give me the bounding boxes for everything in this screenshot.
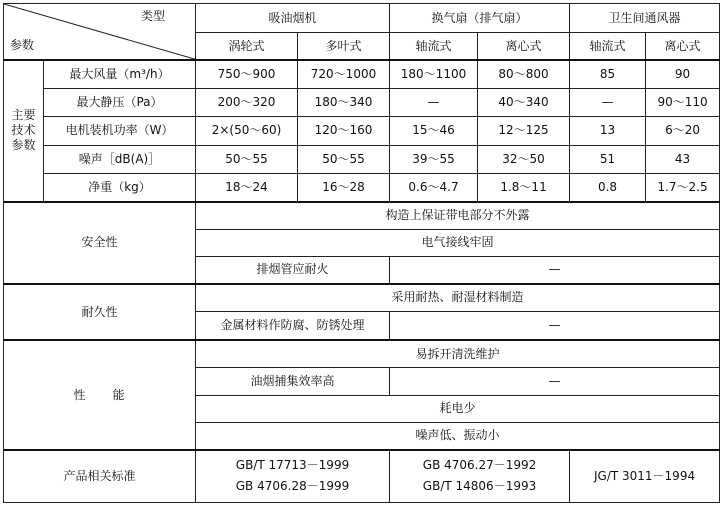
- safety-requirement: 构造上保证带电部分不外露: [196, 202, 720, 229]
- standards-label: 产品相关标准: [4, 450, 196, 503]
- spec-table-container: [3, 3, 719, 503]
- safety-requirement-hood: 排烟管应耐火: [196, 256, 390, 283]
- table-row: [4, 450, 720, 503]
- table-row: [4, 173, 720, 201]
- param-value: 50～55: [196, 145, 298, 173]
- durability-requirement-na: —: [390, 311, 720, 340]
- param-value: 43: [646, 145, 720, 173]
- corner-type-label: 类型: [140, 9, 165, 23]
- group-range-hood: 吸油烟机: [196, 4, 390, 33]
- subtype-cell: 多叶式: [298, 33, 390, 60]
- corner-param-label: 参数: [10, 38, 35, 53]
- tech-params-group-label: 主要 技术 参数: [4, 60, 44, 202]
- performance-requirement: 易拆开清洗维护: [196, 340, 720, 367]
- param-value: 39～55: [390, 145, 478, 173]
- param-value: 1.7～2.5: [646, 173, 720, 201]
- param-value: —: [390, 89, 478, 117]
- subtype-cell: 离心式: [478, 33, 570, 60]
- table-row: [4, 284, 720, 311]
- group-bathroom-ventilator: 卫生间通风器: [570, 4, 720, 33]
- param-value: —: [570, 89, 646, 117]
- performance-requirement: 噪声低、振动小: [196, 422, 720, 449]
- param-value: 1.8～11: [478, 173, 570, 201]
- header-corner-cell: [4, 4, 196, 61]
- table-row: [4, 340, 720, 367]
- durability-requirement-hood: 金属材料作防腐、防锈处理: [196, 311, 390, 340]
- param-value: 12～125: [478, 117, 570, 145]
- param-value: 720～1000: [298, 60, 390, 88]
- param-value: 15～46: [390, 117, 478, 145]
- table-row: [4, 117, 720, 145]
- subtype-cell: 涡轮式: [196, 33, 298, 60]
- param-name: 最大静压（Pa）: [44, 89, 196, 117]
- param-value: 200～320: [196, 89, 298, 117]
- standards-bathroom-ventilator: JG/T 3011－1994: [570, 450, 720, 503]
- subtype-cell: 轴流式: [570, 33, 646, 60]
- param-value: 16～28: [298, 173, 390, 201]
- param-name: 最大风量（m³/h）: [44, 60, 196, 88]
- param-value: 32～50: [478, 145, 570, 173]
- param-value: 750～900: [196, 60, 298, 88]
- param-value: 2×(50～60): [196, 117, 298, 145]
- safety-label: 安全性: [4, 202, 196, 284]
- ventilation-equipment-spec-table: [3, 3, 720, 503]
- table-row: [4, 202, 720, 229]
- param-value: 80～800: [478, 60, 570, 88]
- param-name: 噪声［dB(A)］: [44, 145, 196, 173]
- param-value: 18～24: [196, 173, 298, 201]
- param-value: 180～340: [298, 89, 390, 117]
- param-value: 0.8: [570, 173, 646, 201]
- safety-requirement-na: —: [390, 256, 720, 283]
- param-value: 13: [570, 117, 646, 145]
- group-exhaust-fan: 换气扇（排气扇）: [390, 4, 570, 33]
- table-row: [4, 60, 720, 88]
- durability-requirement: 采用耐热、耐湿材料制造: [196, 284, 720, 311]
- safety-requirement: 电气接线牢固: [196, 229, 720, 256]
- subtype-cell: 轴流式: [390, 33, 478, 60]
- param-value: 180～1100: [390, 60, 478, 88]
- performance-requirement-na: —: [390, 368, 720, 395]
- param-value: 120～160: [298, 117, 390, 145]
- standards-range-hood: GB/T 17713－1999 GB 4706.28－1999: [196, 450, 390, 503]
- performance-requirement-hood: 油烟捕集效率高: [196, 368, 390, 395]
- param-value: 90: [646, 60, 720, 88]
- table-row: [4, 89, 720, 117]
- param-value: 6～20: [646, 117, 720, 145]
- performance-requirement: 耗电少: [196, 395, 720, 422]
- param-value: 85: [570, 60, 646, 88]
- param-name: 净重（kg）: [44, 173, 196, 201]
- durability-label: 耐久性: [4, 284, 196, 341]
- performance-label: 性 能: [4, 340, 196, 449]
- param-value: 50～55: [298, 145, 390, 173]
- param-value: 0.6～4.7: [390, 173, 478, 201]
- param-value: 40～340: [478, 89, 570, 117]
- param-value: 90～110: [646, 89, 720, 117]
- standards-exhaust-fan: GB 4706.27－1992 GB/T 14806－1993: [390, 450, 570, 503]
- subtype-cell: 离心式: [646, 33, 720, 60]
- param-value: 51: [570, 145, 646, 173]
- param-name: 电机装机功率（W）: [44, 117, 196, 145]
- header-row-groups: [4, 4, 720, 33]
- table-row: [4, 145, 720, 173]
